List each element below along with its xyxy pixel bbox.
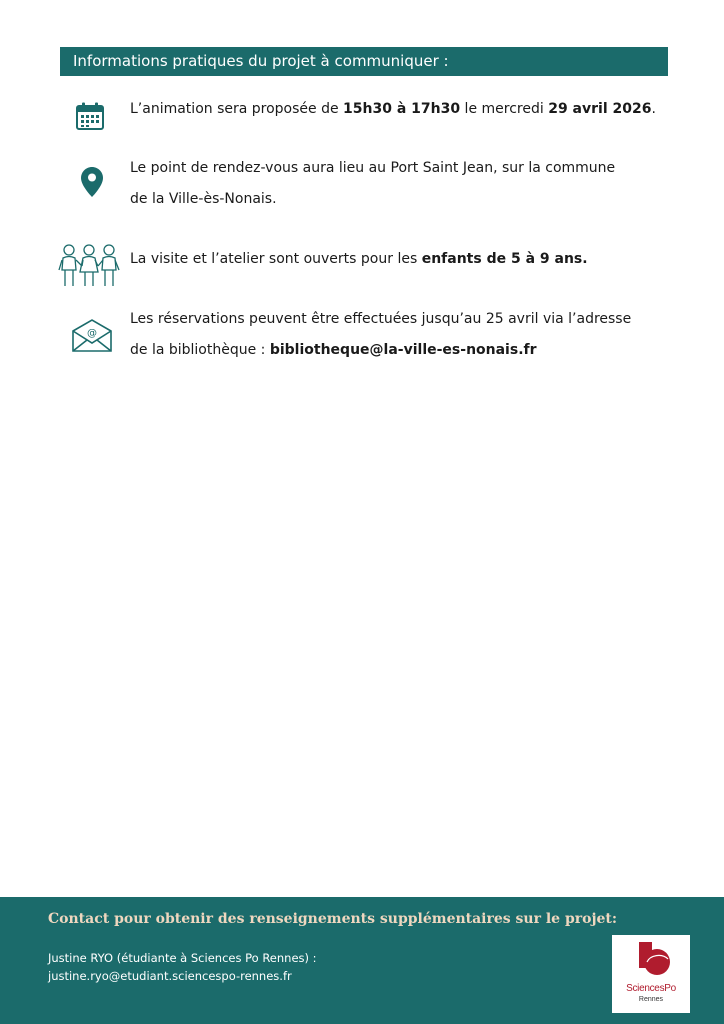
audience-text: La visite et l’atelier sont ouverts pour les enfants de 5 à 9 ans. <box>130 251 588 267</box>
schedule-text: L’animation sera proposée de 15h30 à 17h30 le mercredi 29 avril 2026. <box>130 101 656 117</box>
logo-name: SciencesPo <box>626 983 676 994</box>
location-pin-icon <box>81 167 103 201</box>
booking-text: Les réservations peuvent être effectuées jusqu’au 25 avril via l’adresse de la bibliothèque : bibliotheque@la-ville-es-nonais.fr <box>130 311 632 358</box>
calendar-icon <box>76 102 104 134</box>
age-range: enfants de 5 à 9 ans. <box>421 251 588 267</box>
event-date: 29 avril 2026 <box>548 101 652 117</box>
location-text: Le point de rendez-vous aura lieu au Port Saint Jean, sur la commune de la Ville-ès-Nonais. <box>130 160 616 207</box>
contact-email[interactable]: justine.ryo@etudiant.sciencespo-rennes.fr <box>48 969 292 983</box>
logo-sub: Rennes <box>638 996 664 1003</box>
footer-title: Contact pour obtenir des renseignements supplémentaires sur le projet: <box>48 911 618 927</box>
time-range: 15h30 à 17h30 <box>343 101 461 117</box>
section-title: Informations pratiques du projet à communiquer : <box>73 52 449 70</box>
contact-footer <box>0 897 724 1024</box>
children-icon <box>58 242 120 292</box>
sciencespo-logo <box>612 935 690 1013</box>
envelope-at-icon <box>71 319 113 357</box>
section-header <box>60 47 668 76</box>
contact-name: Justine RYO (étudiante à Sciences Po Rennes) : <box>48 951 317 965</box>
svg-text:@: @ <box>87 328 97 339</box>
library-email[interactable]: bibliotheque@la-ville-es-nonais.fr <box>269 342 537 358</box>
